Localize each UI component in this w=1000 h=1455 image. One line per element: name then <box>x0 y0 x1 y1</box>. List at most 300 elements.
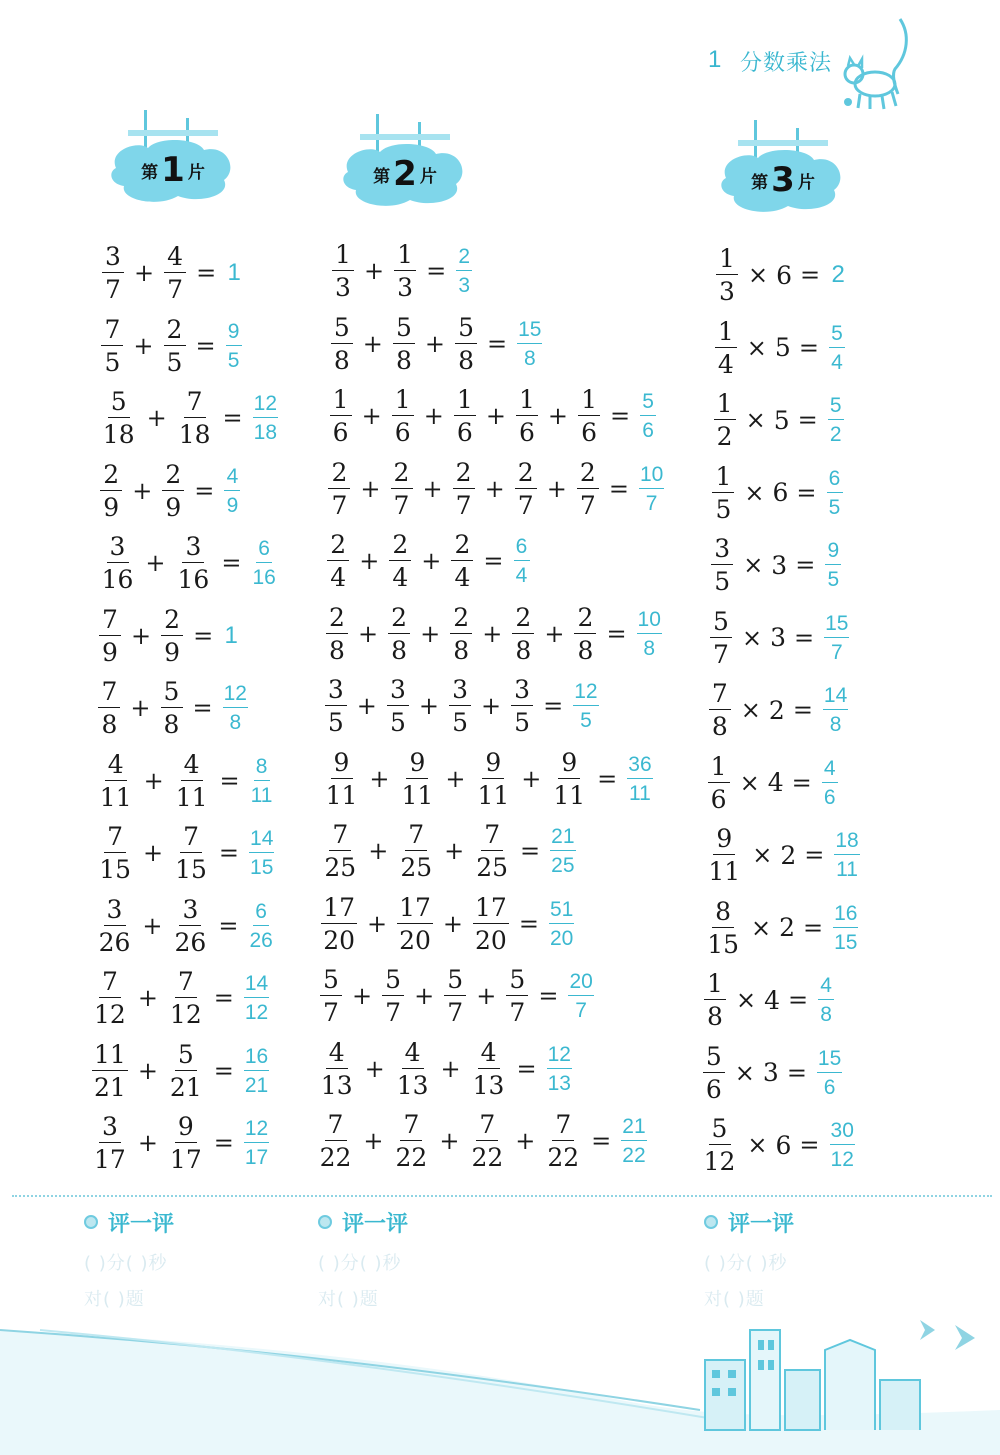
sheet-1-label <box>130 152 216 188</box>
numerator: 4 <box>181 752 203 781</box>
answer <box>825 540 841 590</box>
answer <box>817 1048 842 1098</box>
denominator: 26 <box>174 927 207 957</box>
equals-sign: = <box>800 261 821 289</box>
denominator: 11 <box>175 782 208 812</box>
fraction <box>164 314 186 377</box>
denominator: 5 <box>166 347 183 377</box>
numerator: 2 <box>512 605 534 634</box>
denominator: 15 <box>175 855 207 884</box>
fraction <box>99 604 121 667</box>
denominator: 3 <box>397 273 414 302</box>
answer-denominator: 5 <box>580 709 592 732</box>
fraction <box>455 312 477 375</box>
denominator: 7 <box>323 998 339 1027</box>
badge-number: 3 <box>771 160 795 200</box>
operator: + <box>133 331 154 360</box>
operator: + <box>423 402 444 430</box>
answer <box>829 323 845 373</box>
numerator: 4 <box>478 1040 500 1069</box>
fraction <box>449 677 471 735</box>
denominator: 3 <box>719 277 735 306</box>
equals-sign: = <box>193 621 214 650</box>
answer <box>818 975 834 1025</box>
answer-denominator: 5 <box>827 568 840 591</box>
operator: + <box>359 547 380 575</box>
multiplier: 2 <box>768 695 785 725</box>
denominator: 8 <box>577 635 594 665</box>
answer <box>223 683 248 733</box>
fraction <box>714 391 736 449</box>
denominator: 4 <box>330 563 347 592</box>
numerator: 3 <box>325 677 347 706</box>
operator: + <box>146 404 167 432</box>
denominator: 11 <box>99 782 132 812</box>
multiplier: 5 <box>773 405 790 435</box>
denominator: 7 <box>331 490 348 520</box>
equals-sign: = <box>213 1129 234 1157</box>
answer-denominator: 6 <box>823 785 836 809</box>
sheet-3-label <box>740 162 826 198</box>
numerator: 7 <box>184 389 206 418</box>
denominator: 6 <box>705 1074 722 1104</box>
fraction <box>325 677 347 735</box>
numerator: 2 <box>162 462 184 491</box>
answer <box>568 971 593 1021</box>
fraction <box>174 749 210 812</box>
numerator: 17 <box>475 892 507 922</box>
numerator: 9 <box>175 1114 197 1143</box>
operator: + <box>420 619 441 648</box>
denominator: 4 <box>392 563 409 592</box>
answer-numerator: 5 <box>640 391 656 416</box>
bullet-icon <box>84 1215 98 1229</box>
fraction <box>397 892 433 955</box>
equals-sign: = <box>797 406 818 434</box>
equals-sign: = <box>798 333 819 362</box>
denominator: 6 <box>456 418 473 447</box>
answer <box>248 901 273 951</box>
numerator: 5 <box>506 967 528 996</box>
denominator: 21 <box>169 1072 202 1102</box>
numerator: 11 <box>94 1039 126 1069</box>
numerator: 4 <box>402 1040 424 1069</box>
answer-numerator: 6 <box>827 468 843 493</box>
answer <box>833 903 858 953</box>
problem-row <box>330 236 472 306</box>
equals-sign: = <box>794 623 815 652</box>
answer-numerator: 16 <box>833 903 858 928</box>
denominator: 7 <box>393 490 410 520</box>
numerator: 2 <box>453 460 475 489</box>
numerator: 3 <box>107 534 129 563</box>
fraction <box>394 1112 430 1170</box>
fraction <box>715 316 737 379</box>
denominator: 20 <box>323 925 355 955</box>
fraction <box>164 244 186 302</box>
denominator: 18 <box>102 420 135 449</box>
operator: × <box>745 406 766 434</box>
equals-sign: = <box>591 1127 612 1155</box>
operator: + <box>363 1127 384 1155</box>
denominator: 22 <box>319 1143 352 1172</box>
fraction <box>330 387 352 445</box>
equals-sign: = <box>543 692 564 720</box>
equals-sign: = <box>518 909 539 938</box>
answer-denominator: 6 <box>823 1075 836 1099</box>
fraction <box>475 747 511 810</box>
fraction <box>450 602 472 665</box>
denominator: 8 <box>395 345 412 375</box>
numerator: 3 <box>711 536 733 565</box>
answer-denominator: 11 <box>629 781 651 805</box>
fraction <box>574 602 596 665</box>
numerator: 7 <box>481 822 503 851</box>
fraction <box>712 461 734 524</box>
operator: + <box>361 402 382 430</box>
answer-denominator: 15 <box>834 930 858 954</box>
operator: + <box>362 329 383 358</box>
equals-sign: = <box>194 476 215 505</box>
equals-sign: = <box>606 619 627 648</box>
fraction <box>474 822 510 880</box>
answer-denominator: 9 <box>226 493 239 517</box>
fraction <box>710 606 732 669</box>
fraction <box>471 1037 507 1100</box>
multiplier: 4 <box>764 985 781 1015</box>
problem-row <box>95 891 274 961</box>
problem-row <box>701 1038 842 1108</box>
answer <box>223 621 239 649</box>
equals-sign: = <box>538 982 559 1010</box>
sheet-2-badge <box>340 104 470 214</box>
answer-numerator: 10 <box>637 609 662 634</box>
denominator: 8 <box>391 635 408 665</box>
answer <box>621 1116 646 1166</box>
rating-heading <box>84 1205 304 1239</box>
answer <box>224 466 240 516</box>
answer-denominator: 5 <box>227 348 240 372</box>
denominator: 5 <box>327 708 344 737</box>
answer-denominator: 8 <box>829 713 842 736</box>
operator: × <box>739 768 760 797</box>
answer <box>547 1044 572 1094</box>
numerator: 3 <box>182 534 204 563</box>
numerator: 3 <box>387 677 409 706</box>
numerator: 7 <box>325 1112 347 1141</box>
fraction <box>320 967 342 1025</box>
fraction <box>168 1039 204 1102</box>
operator: × <box>734 1058 755 1087</box>
answer-denominator: 4 <box>831 350 843 374</box>
problem-row <box>96 673 248 743</box>
multiplier: 4 <box>767 768 784 797</box>
answer-numerator: 6 <box>514 536 530 561</box>
problem-row <box>90 1036 269 1106</box>
fraction <box>391 457 413 520</box>
answer-numerator: 6 <box>253 901 269 926</box>
numerator: 9 <box>482 750 504 779</box>
problem-row <box>98 456 240 526</box>
operator: + <box>482 619 503 648</box>
fraction <box>702 1116 738 1174</box>
answer-numerator: 8 <box>254 756 270 781</box>
numerator: 7 <box>552 1112 574 1141</box>
answer-numerator: 12 <box>253 393 278 418</box>
denominator: 2 <box>716 422 733 451</box>
rating-heading <box>318 1205 538 1239</box>
numerator: 2 <box>451 532 473 561</box>
answer-numerator: 14 <box>823 685 848 710</box>
answer <box>573 681 598 731</box>
answer-numerator: 15 <box>817 1048 842 1073</box>
problem-row <box>324 599 662 669</box>
denominator: 7 <box>167 275 184 304</box>
equals-sign: = <box>192 694 213 722</box>
problem-row <box>95 818 274 888</box>
operator: + <box>481 692 502 720</box>
answer-denominator: 15 <box>250 856 274 879</box>
operator: + <box>134 259 155 287</box>
denominator: 4 <box>717 349 734 379</box>
problem-row <box>317 1034 572 1104</box>
denominator: 20 <box>475 925 507 955</box>
fraction <box>704 971 726 1029</box>
denominator: 11 <box>401 780 434 810</box>
fraction <box>326 602 348 665</box>
badge-prefix: 第 <box>751 172 769 193</box>
numerator: 3 <box>99 1114 121 1143</box>
answer <box>244 1118 269 1168</box>
fraction <box>98 679 120 737</box>
answer <box>244 1046 269 1096</box>
operator: + <box>130 694 151 722</box>
answer-numerator: 14 <box>249 828 274 853</box>
denominator: 17 <box>94 1145 126 1174</box>
rating-block-3 <box>704 1205 924 1315</box>
denominator: 17 <box>169 1145 202 1174</box>
fraction <box>324 747 360 810</box>
badge-prefix: 第 <box>141 162 159 183</box>
numerator: 1 <box>578 387 600 416</box>
denominator: 13 <box>320 1070 353 1100</box>
answer-denominator: 4 <box>515 564 528 587</box>
equals-sign: = <box>796 478 817 507</box>
rating-block-2 <box>318 1205 538 1315</box>
answer-denominator: 12 <box>244 1001 269 1024</box>
badge-suffix: 片 <box>419 166 437 187</box>
numerator: 4 <box>326 1040 348 1069</box>
numerator: 1 <box>704 971 726 1000</box>
answer <box>637 609 662 659</box>
answer-denominator: 25 <box>551 854 575 877</box>
denominator: 4 <box>454 563 471 592</box>
answer-numerator: 16 <box>244 1046 269 1071</box>
answer-numerator: 30 <box>830 1120 855 1145</box>
answer-denominator: 13 <box>547 1071 571 1095</box>
answer <box>550 826 575 876</box>
answer-numerator: 36 <box>627 754 652 779</box>
operator: + <box>145 549 166 577</box>
badge-number: 2 <box>393 154 417 194</box>
answer-denominator: 20 <box>549 926 574 950</box>
operator: + <box>445 764 466 793</box>
numerator: 1 <box>708 754 730 783</box>
answer-numerator: 4 <box>822 758 838 783</box>
denominator: 16 <box>101 565 134 594</box>
equals-sign: = <box>221 549 242 577</box>
denominator: 21 <box>94 1072 126 1102</box>
equals-sign: = <box>799 1131 820 1159</box>
multiplier: 3 <box>762 1058 779 1087</box>
numerator: 5 <box>455 315 477 344</box>
numerator: 1 <box>392 387 414 416</box>
operator: + <box>476 982 497 1010</box>
denominator: 5 <box>715 494 732 524</box>
answer-denominator: 12 <box>830 1148 854 1171</box>
badge-prefix: 第 <box>373 166 391 187</box>
denominator: 18 <box>178 420 211 449</box>
answer <box>830 263 846 287</box>
denominator: 20 <box>399 925 431 955</box>
numerator: 5 <box>320 967 342 996</box>
operator: + <box>544 619 565 648</box>
answer <box>226 261 242 285</box>
fraction <box>177 389 213 447</box>
fraction <box>162 459 184 522</box>
operator: × <box>748 261 769 289</box>
denominator: 12 <box>703 1147 736 1176</box>
denominator: 9 <box>102 637 118 667</box>
multiplier: 3 <box>771 550 788 580</box>
numerator: 9 <box>558 750 580 779</box>
numerator: 2 <box>100 462 122 491</box>
numerator: 5 <box>331 315 353 344</box>
section-divider <box>12 1195 992 1197</box>
problem-row <box>706 748 838 818</box>
fraction <box>92 1039 128 1102</box>
denominator: 3 <box>335 273 351 302</box>
multiplier: 2 <box>780 840 797 870</box>
numerator: 2 <box>326 605 348 634</box>
answer <box>834 830 859 880</box>
numerator: 1 <box>394 242 416 271</box>
answer-denominator: 3 <box>458 274 471 297</box>
answer-denominator: 7 <box>645 491 658 515</box>
denominator: 7 <box>385 998 402 1027</box>
equals-sign: = <box>195 331 216 360</box>
equals-sign: = <box>788 986 809 1014</box>
numerator: 7 <box>329 822 351 851</box>
operator: + <box>132 476 153 505</box>
numerator: 5 <box>393 315 415 344</box>
denominator: 7 <box>509 998 526 1027</box>
answer-numerator: 9 <box>825 540 841 565</box>
numerator: 5 <box>175 1042 197 1071</box>
problem-row <box>318 961 594 1031</box>
time-line: ( )分( )秒 <box>704 1253 788 1274</box>
answer-numerator: 1 <box>224 621 238 649</box>
fraction <box>395 1037 431 1100</box>
answer-denominator: 18 <box>253 421 277 444</box>
multiplier: 3 <box>770 623 787 652</box>
fraction <box>168 1114 204 1172</box>
badge-suffix: 片 <box>797 172 815 193</box>
denominator: 5 <box>714 567 731 596</box>
problem-row <box>703 893 858 963</box>
denominator: 26 <box>98 927 131 957</box>
denominator: 8 <box>707 1002 723 1031</box>
equals-sign: = <box>487 329 508 358</box>
answer <box>517 319 542 369</box>
numerator: 2 <box>391 460 413 489</box>
fraction <box>515 457 537 520</box>
numerator: 2 <box>328 460 350 489</box>
problem-row <box>707 675 848 745</box>
numerator: 3 <box>102 244 124 273</box>
denominator: 9 <box>164 637 181 667</box>
answer-denominator: 16 <box>252 566 276 589</box>
numerator: 7 <box>180 824 202 853</box>
problem-row <box>708 603 849 673</box>
numerator: 3 <box>511 677 533 706</box>
numerator: 1 <box>715 319 737 348</box>
numerator: 7 <box>101 317 123 346</box>
fraction <box>444 967 466 1025</box>
equals-sign: = <box>196 259 217 287</box>
equals-sign: = <box>791 768 812 797</box>
equals-sign: = <box>786 1058 807 1087</box>
problem-row <box>99 383 278 453</box>
fraction <box>101 389 137 447</box>
answer-numerator: 5 <box>828 395 844 420</box>
fraction <box>703 1041 725 1104</box>
operator: × <box>743 551 764 579</box>
answer-numerator: 15 <box>517 319 542 344</box>
answer <box>627 754 652 804</box>
answer-numerator: 4 <box>224 466 240 491</box>
fraction <box>328 457 350 520</box>
answer-numerator: 14 <box>244 973 269 998</box>
numerator: 7 <box>175 969 197 998</box>
denominator: 9 <box>165 492 182 522</box>
fraction <box>319 1037 355 1100</box>
fraction <box>454 387 476 445</box>
numerator: 1 <box>516 387 538 416</box>
fraction <box>473 892 509 955</box>
fraction <box>92 1114 128 1172</box>
equals-sign: = <box>610 402 631 430</box>
numerator: 3 <box>104 897 126 926</box>
operator: × <box>752 841 773 869</box>
fraction <box>382 967 404 1025</box>
operator: + <box>521 764 542 793</box>
fraction <box>551 747 587 810</box>
denominator: 22 <box>547 1143 580 1172</box>
fraction <box>176 534 212 592</box>
answer-numerator: 6 <box>256 538 272 563</box>
denominator: 13 <box>472 1070 505 1100</box>
answer <box>253 393 278 443</box>
answer-denominator: 26 <box>249 928 273 952</box>
numerator: 2 <box>577 460 599 489</box>
problem-row <box>90 963 269 1033</box>
fraction <box>322 822 358 880</box>
answer <box>640 391 656 441</box>
operator: + <box>142 911 163 940</box>
operator: + <box>484 474 505 503</box>
fraction <box>101 314 123 377</box>
